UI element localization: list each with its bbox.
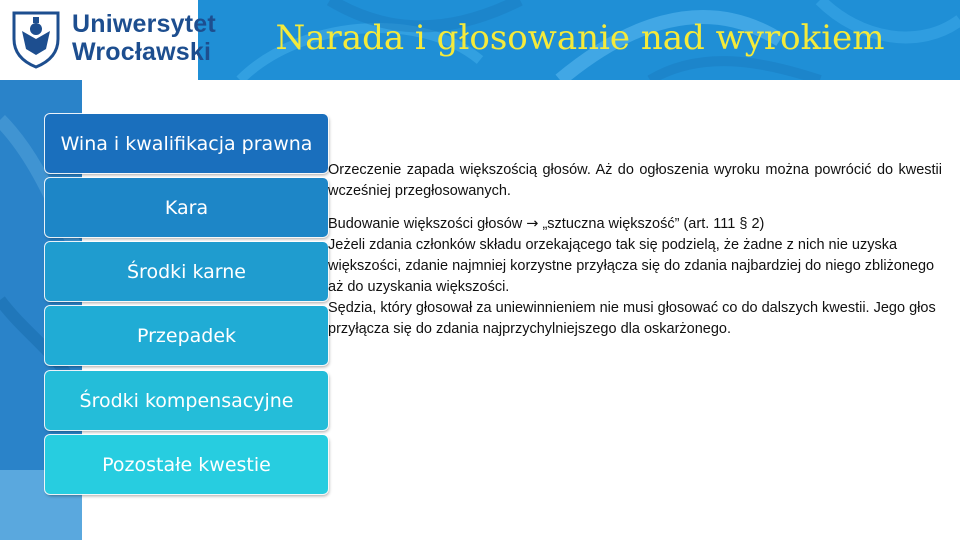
paragraph-artificial-majority [328, 214, 942, 340]
topic-item-label: Pozostałe kwestie [102, 453, 271, 476]
topic-item-penalty[interactable] [45, 178, 328, 237]
topic-item-compensatory-measures[interactable] [45, 371, 328, 430]
topic-item-label: Przepadek [136, 324, 237, 347]
topic-item-guilt[interactable] [45, 114, 328, 173]
topic-item-penal-measures[interactable] [45, 242, 328, 301]
topic-item-other-issues[interactable] [45, 435, 328, 494]
university-logo [0, 0, 216, 80]
logo-text-line2: Wrocławski [72, 38, 212, 66]
topic-item-label: Wina i kwalifikacja prawna [60, 132, 313, 155]
university-emblem-icon [10, 9, 62, 69]
split-opinion-rule: Jeżeli zdania członków składu orzekającego tak się podzielą, że żadne z nich nie uzyska większości, zdanie najmniej korzystne przyłącza się do zdania najbardziej do niego zbliżonego aż do uzyskania większości. [328, 237, 935, 295]
acquittal-vote-rule: Sędzia, który głosował za uniewinnieniem nie musi głosować co do dalszych kwestii. Jego głos przyłącza się do zdania najprzychylniejszego dla oskarżonego. [328, 300, 936, 337]
topic-item-label: Środki karne [127, 260, 246, 283]
paragraph-majority-vote: Orzeczenie zapada większością głosów. Aż do ogłoszenia wyroku można powrócić do kwestii wcześniej przegłosowanych. [328, 162, 942, 199]
topic-item-label: Kara [164, 196, 209, 219]
header-banner [0, 0, 960, 80]
page-title: Narada i głosowanie nad wyrokiem [275, 18, 885, 58]
topic-item-label: Środki kompensacyjne [79, 389, 294, 412]
artificial-majority-suffix: „sztuczna większość” (art. 111 § 2) [542, 216, 765, 232]
logo-text-line1: Uniwersytet [72, 10, 216, 38]
topic-item-forfeiture[interactable] [45, 306, 328, 365]
content-text [328, 160, 942, 340]
artificial-majority-prefix: Budowanie większości głosów [328, 216, 523, 232]
arrow-right-icon: → [526, 216, 539, 232]
